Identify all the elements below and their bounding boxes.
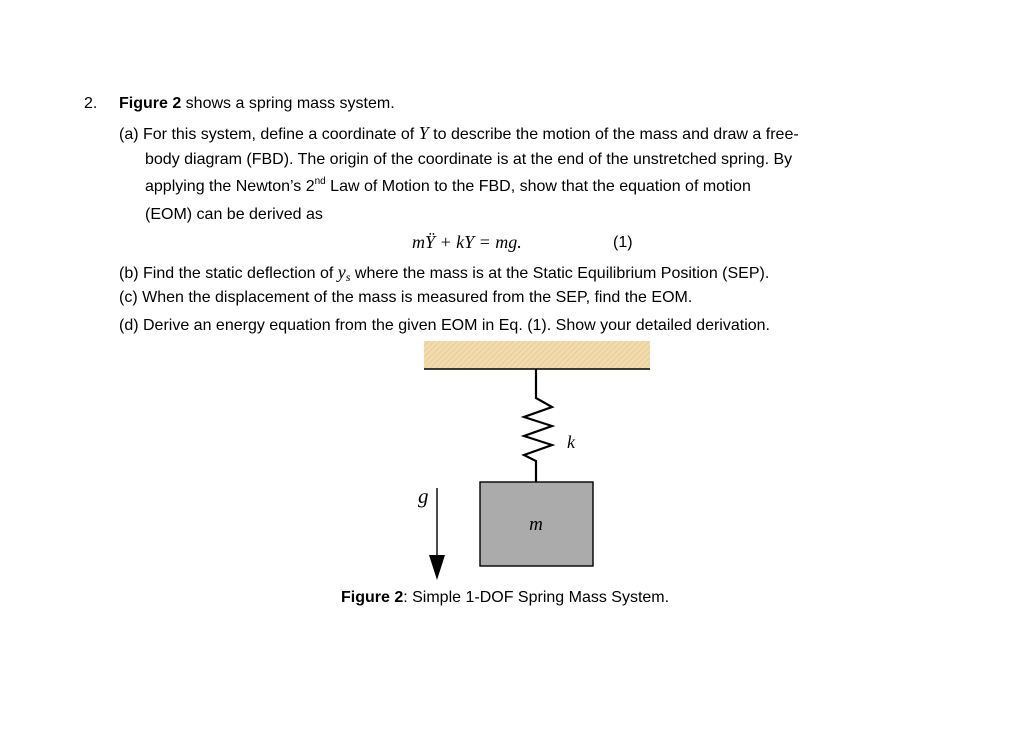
problem-number: 2.	[84, 95, 98, 112]
spring	[524, 369, 552, 482]
part-a-line-3-start: applying the Newton’s 2	[145, 178, 315, 195]
part-a-text: (a) For this system, define a coordinate of	[119, 126, 419, 143]
superscript-nd: nd	[314, 176, 326, 187]
caption-text: : Simple 1-DOF Spring Mass System.	[403, 589, 670, 606]
problem-intro-text: shows a spring mass system.	[181, 95, 395, 112]
part-c: (c) When the displacement of the mass is measured from the SEP, find the EOM.	[119, 289, 693, 306]
subscript-s: s	[345, 270, 351, 284]
part-a-line-3-end: Law of Motion to the FBD, show that the equation of motion	[325, 178, 751, 195]
part-b-text: (b) Find the static deflection of	[119, 265, 338, 282]
equation-number: (1)	[613, 234, 633, 251]
part-d: (d) Derive an energy equation from the given EOM in Eq. (1). Show your detailed derivation.	[119, 317, 770, 334]
part-a-line-2: body diagram (FBD). The origin of the coordinate is at the end of the unstretched spring. By	[145, 151, 793, 168]
ceiling-support	[424, 341, 650, 369]
variable-ys: y	[337, 262, 346, 282]
mass-label: m	[529, 514, 543, 535]
part-a-text-end: to describe the motion of the mass and draw a free-	[428, 126, 799, 143]
gravity-arrow-head-icon	[429, 555, 445, 580]
equation-of-motion: mŸ + kY = mg.	[412, 232, 522, 252]
variable-y: Y	[418, 123, 429, 143]
part-a-line-4: (EOM) can be derived as	[145, 206, 323, 223]
part-b-text-end: where the mass is at the Static Equilibrium Position (SEP).	[350, 265, 770, 282]
spring-constant-label: k	[567, 432, 575, 452]
caption-bold: Figure 2	[341, 589, 404, 606]
gravity-label: g	[418, 484, 429, 508]
figure-ref-bold: Figure 2	[119, 95, 182, 112]
figure-caption	[341, 589, 669, 606]
